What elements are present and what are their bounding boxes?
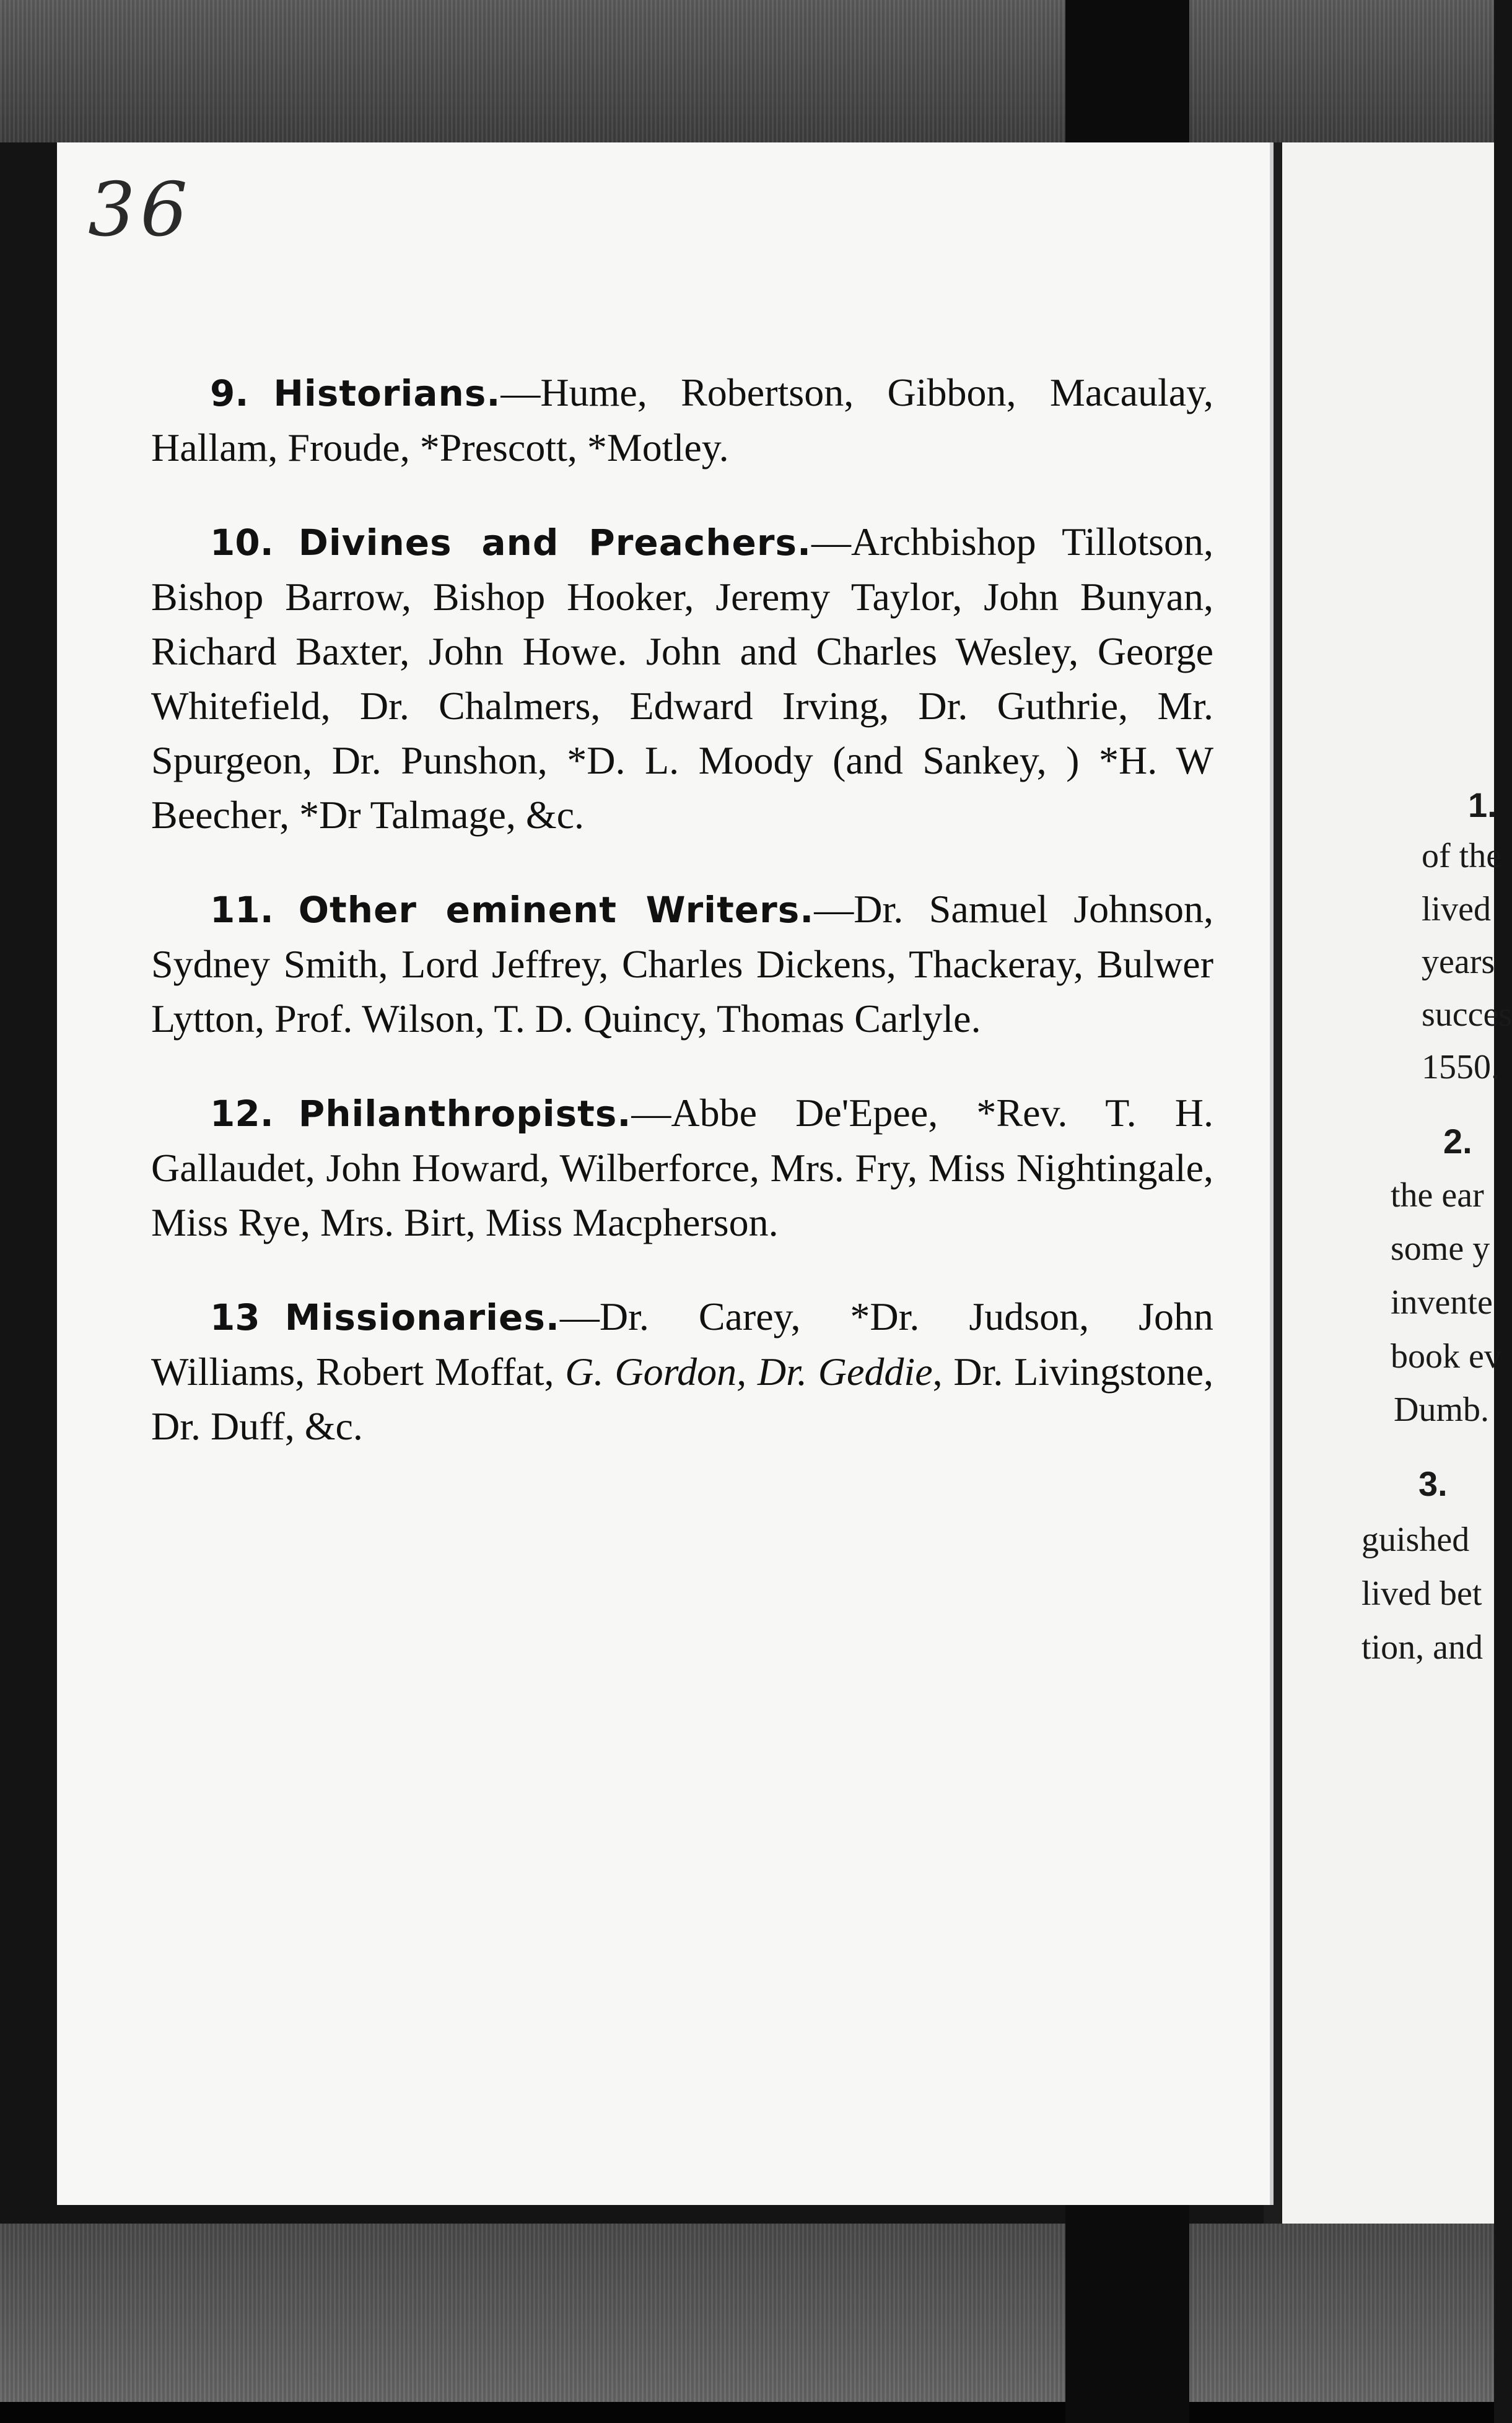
entry-divines-and-preachers	[151, 515, 1213, 842]
entry-text: —Dr. Carey, *Dr. Judson, John Williams, Robert Moffat,	[151, 1294, 1213, 1394]
right-fragment: 1550.	[1422, 1048, 1500, 1086]
entry-heading: Historians.	[273, 372, 501, 414]
entry-other-eminent-writers	[151, 882, 1213, 1046]
book-page	[57, 142, 1270, 2205]
right-fragment: guished	[1361, 1521, 1470, 1559]
entry-text: —Dr. Samuel Johnson, Sydney Smith, Lord Jeffrey, Charles Dickens, Thackeray, Bulwer Lytton, Prof. Wilson, T. D. Quincy, Thomas Carlyle.	[151, 887, 1214, 1041]
entry-number: 11.	[210, 889, 274, 931]
entry-paragraph	[151, 882, 1213, 1046]
right-fragment: succes	[1422, 995, 1512, 1034]
scanner-bottom-edge	[0, 2402, 1494, 2423]
right-fragment: the ear	[1391, 1176, 1484, 1215]
page-number: 36	[88, 167, 193, 253]
entry-text: —Abbe De'Epee, *Rev. T. H. Gallaudet, John Howard, Wilberforce, Mrs. Fry, Miss Nightingale, Miss Rye, Mrs. Birt, Miss Macpherson.	[151, 1091, 1213, 1244]
scanner-bottom-band	[0, 2224, 1494, 2423]
entry-missionaries	[151, 1290, 1213, 1454]
right-fragment: invente	[1391, 1283, 1493, 1322]
right-fragment-num2: 2.	[1443, 1122, 1472, 1161]
entry-paragraph	[151, 365, 1213, 475]
entry-historians	[151, 365, 1213, 475]
right-fragment: lived bet	[1361, 1574, 1482, 1613]
right-fragment: book ev	[1391, 1337, 1501, 1376]
next-page-edge	[1264, 142, 1512, 2224]
right-fragment: of the	[1422, 837, 1502, 875]
scanner-top-band	[0, 0, 1494, 142]
entry-paragraph	[151, 515, 1213, 842]
entry-heading: Divines and Preachers.	[298, 522, 812, 564]
right-fragment-num3: 3.	[1418, 1464, 1448, 1503]
entry-paragraph	[151, 1290, 1213, 1454]
entry-heading: Philanthropists.	[298, 1093, 632, 1135]
entry-heading: Other eminent Writers.	[298, 889, 815, 931]
right-fragment: years	[1422, 943, 1495, 981]
entry-number: 10.	[210, 522, 274, 564]
entry-paragraph	[151, 1086, 1213, 1250]
right-fragment: tion, and	[1361, 1628, 1483, 1667]
right-fragment: some y	[1391, 1229, 1490, 1268]
entry-text-italic: G. Gordon, Dr. Geddie	[565, 1350, 933, 1394]
entry-number: 9.	[210, 372, 249, 414]
entry-number: 13	[210, 1296, 260, 1338]
entry-heading: Missionaries.	[284, 1296, 560, 1338]
entry-text: , Dr. Livingstone, Dr. Duff, &c.	[151, 1350, 1213, 1448]
right-fragment: Dumb.	[1394, 1390, 1489, 1429]
entry-text: —Archbishop Tillotson, Bishop Barrow, Bishop Hooker, Jeremy Taylor, John Bunyan, Richard Baxter, John Howe. John and Charles Wesley, George Whitefield, Dr. Chalmers, Edward Irving, Dr. Guthrie, Mr. Spurgeon, Dr. Punshon, *D. L. Moody (and Sankey, ) *H. W Beecher, *Dr Talmage, &c.	[151, 520, 1214, 837]
entry-text: —Hume, Robertson, Gibbon, Macaulay, Hallam, Froude, *Prescott, *Motley.	[151, 370, 1213, 469]
entry-number: 12.	[210, 1093, 274, 1135]
entry-philanthropists	[151, 1086, 1213, 1250]
right-fragment: lived	[1422, 890, 1491, 928]
right-fragment-num1: 1.	[1468, 785, 1497, 824]
entry-list	[151, 365, 1213, 1493]
